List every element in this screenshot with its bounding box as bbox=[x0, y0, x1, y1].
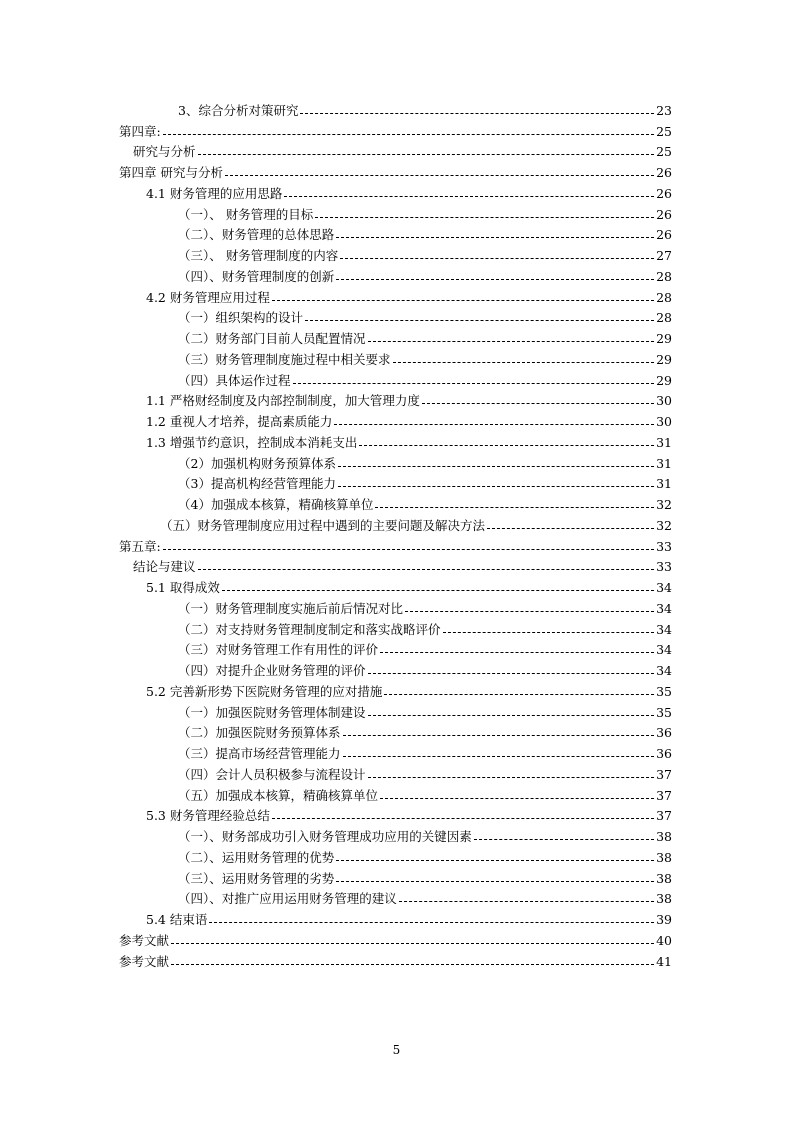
toc-entry-page: 41 bbox=[656, 953, 672, 969]
toc-entry[interactable] bbox=[178, 325, 672, 346]
toc-leader-dashes bbox=[225, 175, 654, 176]
toc-entry-page: 37 bbox=[656, 766, 672, 782]
toc-entry-title: （五）财务管理制度应用过程中遇到的主要问题及解决方法 bbox=[160, 517, 486, 533]
toc-entry-page: 29 bbox=[656, 372, 672, 388]
toc-entry[interactable] bbox=[119, 118, 672, 139]
toc-leader-dashes bbox=[359, 445, 654, 446]
toc-entry-title: 研究与分析 bbox=[133, 144, 196, 160]
toc-entry[interactable] bbox=[178, 823, 672, 844]
toc-entry[interactable] bbox=[178, 637, 672, 658]
toc-entry-page: 36 bbox=[656, 725, 672, 741]
toc-entry-page: 23 bbox=[656, 102, 672, 118]
toc-entry-title: 4.1 财务管理的应用思路 bbox=[146, 185, 283, 201]
toc-leader-dashes bbox=[171, 943, 654, 944]
table-of-contents bbox=[0, 97, 793, 969]
toc-entry-title: （二）对支持财务管理制度制定和落实战略评价 bbox=[178, 621, 441, 637]
toc-leader-dashes bbox=[209, 922, 654, 923]
toc-leader-dashes bbox=[334, 424, 654, 425]
toc-entry-page: 26 bbox=[656, 206, 672, 222]
toc-entry[interactable] bbox=[119, 927, 672, 948]
toc-entry[interactable] bbox=[178, 865, 672, 886]
toc-entry-title: （四）具体运作过程 bbox=[178, 372, 291, 388]
toc-leader-dashes bbox=[375, 507, 654, 508]
toc-leader-dashes bbox=[300, 113, 654, 114]
toc-entry-title: 5.3 财务管理经验总结 bbox=[146, 808, 270, 824]
toc-leader-dashes bbox=[315, 217, 654, 218]
toc-entry-title: （一）、财务部成功引入财务管理成功应用的关键因素 bbox=[178, 829, 472, 844]
toc-leader-dashes bbox=[368, 673, 654, 674]
toc-entry-page: 34 bbox=[656, 663, 672, 678]
toc-entry[interactable] bbox=[178, 346, 672, 367]
toc-leader-dashes bbox=[487, 528, 654, 529]
toc-entry-page: 32 bbox=[656, 497, 672, 512]
toc-leader-dashes bbox=[368, 341, 654, 342]
toc-entry-title: 第四章: bbox=[119, 123, 161, 139]
toc-entry[interactable] bbox=[146, 408, 672, 429]
toc-entry-title: 1.3 增强节约意识，控制成本消耗支出 bbox=[146, 434, 358, 450]
toc-entry[interactable] bbox=[178, 886, 672, 907]
toc-entry-title: 3、综合分析对策研究 bbox=[178, 102, 299, 118]
toc-entry[interactable] bbox=[146, 906, 672, 927]
toc-entry[interactable] bbox=[178, 616, 672, 637]
toc-entry-page: 26 bbox=[656, 165, 672, 180]
toc-entry[interactable] bbox=[178, 491, 672, 512]
toc-entry-title: （一）、 财务管理的目标 bbox=[178, 206, 314, 222]
toc-leader-dashes bbox=[399, 901, 654, 902]
toc-entry[interactable] bbox=[178, 97, 672, 118]
toc-entry-title: 4.2 财务管理应用过程 bbox=[146, 289, 270, 305]
toc-leader-dashes bbox=[368, 777, 654, 778]
toc-entry[interactable] bbox=[178, 740, 672, 761]
toc-leader-dashes bbox=[338, 466, 654, 467]
toc-leader-dashes bbox=[284, 196, 654, 197]
toc-leader-dashes bbox=[443, 632, 654, 633]
toc-entry[interactable] bbox=[133, 554, 672, 575]
toc-entry-page: 34 bbox=[656, 580, 672, 595]
toc-entry[interactable] bbox=[178, 242, 672, 263]
toc-entry[interactable] bbox=[178, 450, 672, 471]
toc-entry-page: 31 bbox=[656, 476, 672, 492]
toc-entry-title: （一）财务管理制度实施后前后情况对比 bbox=[178, 600, 404, 616]
toc-entry-title: （五）加强成本核算，精确核算单位 bbox=[178, 787, 379, 803]
toc-entry-page: 31 bbox=[656, 455, 672, 471]
toc-entry-title: （三）提高市场经营管理能力 bbox=[178, 746, 341, 761]
toc-leader-dashes bbox=[272, 818, 654, 819]
toc-entry-title: （三）财务管理制度施过程中相关要求 bbox=[178, 351, 391, 367]
toc-leader-dashes bbox=[336, 881, 654, 882]
toc-leader-dashes bbox=[163, 549, 654, 550]
toc-leader-dashes bbox=[368, 715, 654, 716]
toc-entry-page: 37 bbox=[656, 808, 672, 824]
toc-entry-page: 33 bbox=[656, 559, 672, 575]
toc-leader-dashes bbox=[222, 590, 654, 591]
toc-entry[interactable] bbox=[178, 699, 672, 720]
toc-entry-title: （四）、财务管理制度的创新 bbox=[178, 268, 335, 284]
toc-entry-title: （3）提高机构经营管理能力 bbox=[178, 476, 336, 492]
toc-leader-dashes bbox=[338, 486, 654, 487]
toc-entry[interactable] bbox=[146, 180, 672, 201]
toc-entry-title: （三）对财务管理工作有用性的评价 bbox=[178, 642, 379, 658]
toc-entry-title: （四）、对推广应用运用财务管理的建议 bbox=[178, 891, 397, 907]
toc-entry-page: 30 bbox=[656, 414, 672, 429]
toc-leader-dashes bbox=[198, 569, 654, 570]
toc-entry-title: （一）组织架构的设计 bbox=[178, 310, 304, 326]
toc-entry-title: （三）、运用财务管理的劣势 bbox=[178, 870, 335, 886]
toc-entry-page: 34 bbox=[656, 642, 672, 658]
toc-entry-title: （二）加强医院财务预算体系 bbox=[178, 725, 341, 741]
toc-entry-title: （二）、财务管理的总体思路 bbox=[178, 227, 335, 243]
toc-entry[interactable] bbox=[178, 761, 672, 782]
toc-entry[interactable] bbox=[119, 948, 672, 969]
toc-leader-dashes bbox=[305, 320, 654, 321]
toc-entry-page: 34 bbox=[656, 600, 672, 616]
toc-entry-title: （2）加强机构财务预算体系 bbox=[178, 455, 336, 471]
toc-entry[interactable] bbox=[178, 782, 672, 803]
toc-entry-title: （一）加强医院财务管理体制建设 bbox=[178, 704, 366, 720]
toc-entry-page: 25 bbox=[656, 123, 672, 139]
toc-entry[interactable] bbox=[178, 595, 672, 616]
toc-entry-title: （二）财务部门目前人员配置情况 bbox=[178, 331, 366, 346]
toc-entry-title: （二）、运用财务管理的优势 bbox=[178, 849, 335, 865]
toc-entry[interactable] bbox=[146, 803, 672, 824]
toc-entry-page: 36 bbox=[656, 746, 672, 761]
toc-leader-dashes bbox=[293, 383, 654, 384]
toc-entry-page: 28 bbox=[656, 310, 672, 326]
toc-entry[interactable] bbox=[178, 305, 672, 326]
toc-leader-dashes bbox=[474, 839, 654, 840]
toc-entry-title: （四）对提升企业财务管理的评价 bbox=[178, 663, 366, 678]
toc-entry-page: 40 bbox=[656, 932, 672, 948]
toc-entry-title: 1.1 严格财经制度及内部控制制度，加大管理力度 bbox=[146, 393, 420, 409]
toc-leader-dashes bbox=[340, 258, 654, 259]
toc-leader-dashes bbox=[380, 798, 654, 799]
toc-entry[interactable] bbox=[146, 429, 672, 450]
toc-leader-dashes bbox=[405, 611, 654, 612]
toc-leader-dashes bbox=[336, 860, 654, 861]
toc-entry-title: 结论与建议 bbox=[133, 559, 196, 575]
toc-leader-dashes bbox=[343, 735, 654, 736]
toc-leader-dashes bbox=[393, 362, 654, 363]
toc-entry[interactable] bbox=[146, 284, 672, 305]
toc-entry-page: 35 bbox=[656, 704, 672, 720]
toc-entry[interactable] bbox=[133, 139, 672, 160]
toc-entry-page: 30 bbox=[656, 393, 672, 409]
toc-entry[interactable] bbox=[178, 844, 672, 865]
toc-leader-dashes bbox=[336, 279, 654, 280]
toc-leader-dashes bbox=[380, 652, 654, 653]
toc-entry-page: 29 bbox=[656, 351, 672, 367]
toc-leader-dashes bbox=[272, 300, 654, 301]
toc-entry-page: 35 bbox=[656, 683, 672, 699]
toc-entry-title: 5.4 结束语 bbox=[146, 912, 208, 927]
toc-entry-title: 5.2 完善新形势下医院财务管理的应对措施 bbox=[146, 683, 383, 699]
toc-entry-page: 31 bbox=[656, 434, 672, 450]
toc-entry[interactable] bbox=[178, 720, 672, 741]
toc-entry-page: 37 bbox=[656, 787, 672, 803]
toc-entry-page: 38 bbox=[656, 829, 672, 844]
toc-entry-page: 33 bbox=[656, 538, 672, 554]
toc-entry[interactable] bbox=[178, 263, 672, 284]
toc-leader-dashes bbox=[384, 694, 654, 695]
toc-entry-title: 参考文献 bbox=[119, 953, 170, 969]
toc-entry[interactable] bbox=[178, 367, 672, 388]
toc-entry-title: 第四章 研究与分析 bbox=[119, 165, 223, 180]
toc-entry[interactable] bbox=[178, 222, 672, 243]
toc-entry[interactable] bbox=[146, 388, 672, 409]
toc-leader-dashes bbox=[422, 403, 654, 404]
toc-entry[interactable] bbox=[119, 159, 672, 180]
toc-entry-page: 26 bbox=[656, 227, 672, 243]
toc-leader-dashes bbox=[171, 964, 654, 965]
toc-entry-page: 32 bbox=[656, 517, 672, 533]
toc-entry[interactable] bbox=[146, 678, 672, 699]
toc-entry-title: 参考文献 bbox=[119, 932, 170, 948]
toc-entry-title: （4）加强成本核算，精确核算单位 bbox=[178, 497, 374, 512]
toc-leader-dashes bbox=[163, 134, 654, 135]
toc-entry-title: 第五章: bbox=[119, 538, 161, 554]
toc-entry-page: 34 bbox=[656, 621, 672, 637]
toc-entry-page: 28 bbox=[656, 268, 672, 284]
toc-leader-dashes bbox=[343, 756, 654, 757]
toc-entry-page: 39 bbox=[656, 912, 672, 927]
toc-entry-page: 26 bbox=[656, 185, 672, 201]
toc-entry-page: 28 bbox=[656, 289, 672, 305]
toc-entry-page: 25 bbox=[656, 144, 672, 160]
toc-entry[interactable] bbox=[178, 657, 672, 678]
toc-entry[interactable] bbox=[119, 533, 672, 554]
toc-entry[interactable] bbox=[178, 201, 672, 222]
toc-entry-page: 38 bbox=[656, 849, 672, 865]
toc-entry-title: （三）、 财务管理制度的内容 bbox=[178, 248, 339, 263]
toc-entry-title: 1.2 重视人才培养，提高素质能力 bbox=[146, 414, 333, 429]
toc-entry-title: 5.1 取得成效 bbox=[146, 580, 220, 595]
toc-entry-page: 27 bbox=[656, 248, 672, 263]
toc-entry-page: 38 bbox=[656, 870, 672, 886]
page-number: 5 bbox=[392, 1043, 401, 1057]
toc-leader-dashes bbox=[198, 154, 654, 155]
toc-entry-title: （四）会计人员积极参与流程设计 bbox=[178, 766, 366, 782]
toc-entry-page: 29 bbox=[656, 331, 672, 346]
toc-entry[interactable] bbox=[160, 512, 672, 533]
toc-entry[interactable] bbox=[178, 471, 672, 492]
toc-entry[interactable] bbox=[146, 574, 672, 595]
toc-leader-dashes bbox=[336, 237, 654, 238]
toc-entry-page: 38 bbox=[656, 891, 672, 907]
